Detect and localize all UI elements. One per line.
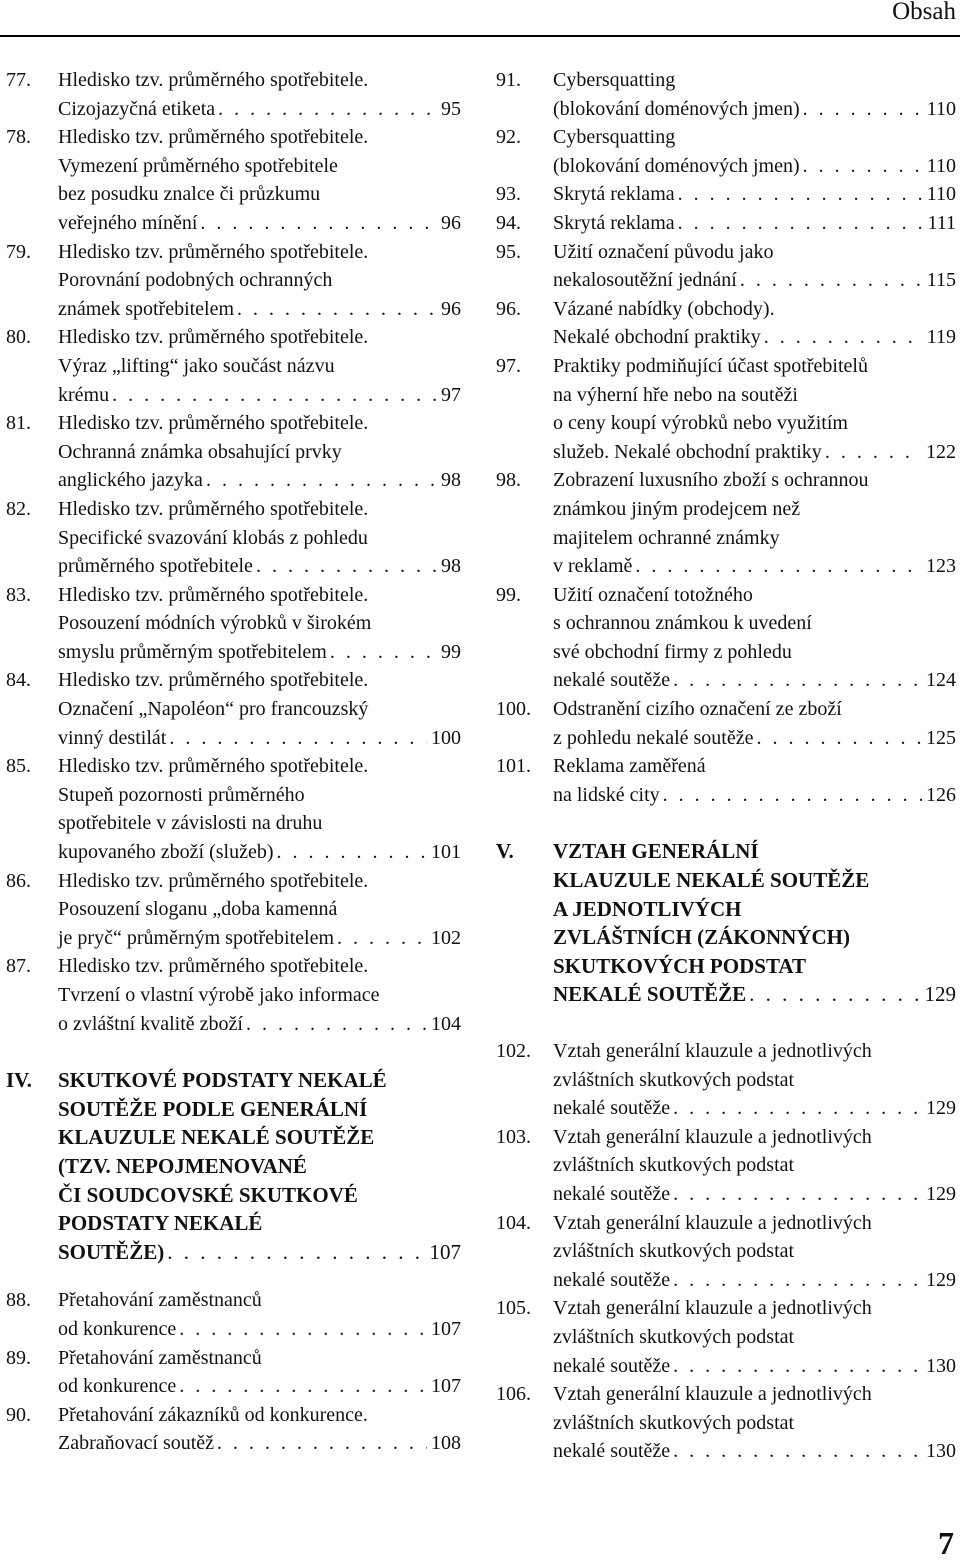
toc-entry-title-line: Označení „Napoléon“ pro francouzský — [58, 698, 369, 721]
toc-entry-body — [553, 295, 956, 352]
toc-entry-page: 130 — [926, 1440, 956, 1463]
toc-entry-page: 107 — [431, 1375, 461, 1398]
toc-entry-title-line: Vztah generální klauzule a jednotlivých — [553, 1211, 872, 1234]
toc-entry-body — [553, 695, 956, 752]
dot-leader — [330, 638, 437, 667]
toc-entry-title-line: Vymezení průměrného spotřebitele — [58, 154, 338, 177]
dot-leader — [825, 438, 922, 467]
toc-entry-body — [58, 1286, 461, 1343]
dot-leader — [749, 980, 920, 1009]
toc-entry-title-line: veřejného mínění — [58, 211, 198, 234]
toc-entry-page: 96 — [441, 211, 461, 234]
toc-entry-number: 77. — [6, 69, 31, 91]
toc-entry-body — [58, 867, 461, 953]
toc-entry[interactable] — [496, 1123, 956, 1209]
toc-entry[interactable] — [496, 123, 956, 180]
toc-entry-title-line: Hledisko tzv. průměrného spotřebitele. — [58, 412, 369, 435]
toc-entry-page: 129 — [926, 1268, 956, 1291]
toc-entry[interactable] — [6, 238, 461, 324]
toc-left-column — [6, 66, 461, 1458]
toc-entry-title-line: Zabraňovací soutěž — [58, 1432, 215, 1455]
toc-entry-number: 94. — [496, 211, 521, 234]
toc-entry[interactable] — [6, 409, 461, 495]
toc-entry-title-line: Skrytá reklama — [553, 183, 675, 206]
toc-entry-number: 81. — [6, 412, 31, 435]
toc-entry-title-line: Hledisko tzv. průměrného spotřebitele. — [58, 669, 369, 692]
toc-entry-body — [553, 752, 956, 809]
toc-entry-title-line: Hledisko tzv. průměrného spotřebitele. — [58, 497, 369, 520]
toc-entry-title-line: z pohledu nekalé soutěže — [553, 726, 754, 749]
toc-entry-body — [553, 66, 956, 123]
toc-entry-title-line: Nekalé obchodní praktiky — [553, 326, 761, 349]
toc-entry-title-line: VZTAH GENERÁLNÍ — [553, 839, 759, 864]
dot-leader — [206, 466, 437, 495]
dot-leader — [179, 1315, 427, 1344]
toc-chapter-v — [496, 837, 956, 1009]
toc-entry-number: 99. — [496, 583, 521, 606]
dot-leader — [337, 924, 427, 953]
toc-entry-page: 108 — [431, 1432, 461, 1455]
toc-entry-number: 82. — [6, 497, 31, 520]
toc-entry-title-line: nekalé soutěže — [553, 1440, 671, 1463]
toc-entry-title-line: Hledisko tzv. průměrného spotřebitele. — [58, 869, 369, 892]
toc-entry-page: 107 — [431, 1317, 461, 1340]
toc-entry-body — [553, 581, 956, 695]
toc-entry[interactable] — [496, 295, 956, 352]
toc-entry[interactable] — [496, 180, 956, 209]
toc-entry[interactable] — [496, 695, 956, 752]
toc-entry-title-line: Praktiky podmiňující účast spotřebitelů — [553, 354, 868, 377]
toc-entry-title-line: s ochrannou známkou k uvedení — [553, 612, 812, 635]
toc-entry-title-line: zvláštních skutkových podstat — [553, 1068, 795, 1091]
toc-entry-title-line: nekalé soutěže — [553, 1268, 671, 1291]
dot-leader — [678, 180, 923, 209]
toc-entry-page: 119 — [926, 326, 956, 349]
toc-entry-title-line: ZVLÁŠTNÍCH (ZÁKONNÝCH) — [553, 925, 850, 950]
toc-entry-title-line: služeb. Nekalé obchodní praktiky — [553, 440, 822, 463]
toc-entry-page: 101 — [431, 841, 461, 864]
toc-entry-number: 90. — [6, 1403, 31, 1426]
toc-entry-number: 80. — [6, 326, 31, 349]
toc-entry-page: 111 — [927, 211, 956, 234]
dot-leader — [673, 666, 922, 695]
toc-entry-page: 110 — [926, 97, 956, 120]
toc-entry-title-line: zvláštních skutkových podstat — [553, 1240, 795, 1263]
toc-entry-title-line: Hledisko tzv. průměrného spotřebitele. — [58, 126, 369, 149]
toc-entry-title-line: Zobrazení luxusního zboží s ochrannou — [553, 469, 869, 492]
toc-entry-title-line: bez posudku znalce či průzkumu — [58, 183, 321, 206]
toc-entry-title-line: Cybersquatting — [553, 126, 676, 149]
dot-leader — [179, 1372, 427, 1401]
toc-entry[interactable] — [6, 581, 461, 667]
toc-entry-number: V. — [496, 839, 514, 864]
toc-entry-title-line: Posouzení módních výrobků v širokém — [58, 612, 372, 635]
toc-entry[interactable] — [496, 1380, 956, 1466]
toc-entry-title-line: (TZV. NEPOJMENOVANÉ — [58, 1153, 307, 1178]
toc-entry-number: 105. — [496, 1297, 531, 1320]
toc-entry-title-line: SKUTKOVÉ PODSTATY NEKALÉ — [58, 1068, 387, 1093]
dot-leader — [112, 381, 437, 410]
toc-entry-title-line: od konkurence — [58, 1317, 177, 1340]
dot-leader — [764, 323, 923, 352]
toc-entry-page: 129 — [926, 1097, 956, 1120]
dot-leader — [217, 1429, 427, 1458]
toc-entry-title-line: od konkurence — [58, 1375, 177, 1398]
section-gap — [496, 809, 956, 837]
section-gap — [6, 1038, 461, 1066]
toc-entry-body — [58, 409, 461, 495]
toc-entry[interactable] — [496, 209, 956, 238]
toc-entry[interactable] — [6, 323, 461, 409]
dot-leader — [673, 1352, 922, 1381]
toc-entry[interactable] — [496, 581, 956, 695]
toc-entry-title-line: Vztah generální klauzule a jednotlivých — [553, 1125, 872, 1148]
toc-entry-title-line: (blokování doménových jmen) — [553, 154, 800, 177]
toc-entry-page: 110 — [926, 154, 956, 177]
toc-entry-number: 85. — [6, 755, 31, 778]
toc-entry-title-line: v reklamě — [553, 555, 633, 578]
toc-entry-title-line: smyslu průměrným spotřebitelem — [58, 640, 327, 663]
toc-entry-page: 110 — [926, 183, 956, 206]
toc-entry-number: 96. — [496, 297, 521, 320]
toc-entry[interactable] — [496, 752, 956, 809]
toc-entry-title-line: nekalé soutěže — [553, 669, 671, 692]
dot-leader — [276, 838, 427, 867]
toc-entry-title-line: je pryč“ průměrným spotřebitelem — [58, 926, 335, 949]
dot-leader — [803, 95, 923, 124]
toc-entry-title-line: SOUTĚŽE PODLE GENERÁLNÍ — [58, 1096, 368, 1121]
toc-entry-number: 102. — [496, 1040, 531, 1062]
toc-entry-body — [553, 180, 956, 209]
toc-entry-body — [553, 238, 956, 295]
page-number: 7 — [938, 1525, 954, 1561]
toc-entry-title-line: Hledisko tzv. průměrného spotřebitele. — [58, 955, 369, 978]
toc-entry-number: 100. — [496, 698, 531, 721]
toc-entry[interactable] — [6, 867, 461, 953]
toc-entry-title-line: anglického jazyka — [58, 469, 203, 492]
toc-entry-number: 88. — [6, 1289, 31, 1312]
toc-entry-title-line: kupovaného zboží (služeb) — [58, 841, 274, 864]
toc-entry-body — [58, 752, 461, 866]
toc-entry-title-line: průměrného spotřebitele — [58, 555, 253, 578]
toc-entry-number: 79. — [6, 240, 31, 263]
toc-entry[interactable] — [496, 66, 956, 123]
toc-entry-title-line: Přetahování zákazníků od konkurence. — [58, 1403, 368, 1426]
toc-entry-title-line: ČI SOUDCOVSKÉ SKUTKOVÉ — [58, 1182, 358, 1207]
toc-entry-title-line: (blokování doménových jmen) — [553, 97, 800, 120]
toc-entry-page: 98 — [441, 469, 461, 492]
toc-entry-title-line: Porovnání podobných ochranných — [58, 269, 333, 292]
toc-entry-page: 95 — [441, 97, 461, 120]
dot-leader — [246, 1010, 427, 1039]
toc-entry-number: 93. — [496, 183, 521, 206]
toc-entry-title-line: Užití označení totožného — [553, 583, 753, 606]
toc-entry[interactable] — [6, 666, 461, 752]
toc-entry-body — [58, 952, 461, 1038]
toc-entry-page: 129 — [924, 982, 956, 1007]
section-gap — [6, 1266, 461, 1286]
dot-leader — [803, 152, 923, 181]
toc-entry-title-line: Vázané nabídky (obchody). — [553, 297, 775, 320]
toc-entry-number: 104. — [496, 1211, 531, 1234]
toc-entry-title-line: spotřebitele v závislosti na druhu — [58, 812, 323, 835]
toc-entry-number: 101. — [496, 755, 531, 778]
toc-entry-title-line: nekalé soutěže — [553, 1097, 671, 1120]
toc-entry-body — [58, 66, 461, 123]
toc-entry[interactable] — [6, 952, 461, 1038]
dot-leader — [169, 724, 427, 753]
dot-leader — [740, 266, 923, 295]
toc-entry-number: 84. — [6, 669, 31, 692]
toc-entry-title-line: Užití označení původu jako — [553, 240, 774, 263]
toc-chapter-entry[interactable] — [6, 1066, 461, 1266]
toc-entry-title-line: Reklama zaměřená — [553, 755, 706, 778]
toc-right-column — [496, 66, 956, 1466]
toc-entry-body — [58, 666, 461, 752]
toc-entry-page: 123 — [926, 555, 956, 578]
toc-entry-title-line: Skrytá reklama — [553, 211, 675, 234]
toc-entry-title-line: známkou jiným prodejcem než — [553, 497, 801, 520]
toc-entry-number: 95. — [496, 240, 521, 263]
toc-entry[interactable] — [6, 752, 461, 866]
toc-entry-body — [553, 352, 956, 466]
toc-entry-body — [553, 209, 956, 238]
toc-entry-title-line: zvláštních skutkových podstat — [553, 1325, 795, 1348]
toc-entry-title-line: nekalé soutěže — [553, 1354, 671, 1377]
toc-entry-page: 124 — [926, 669, 956, 692]
toc-entry-title-line: Specifické svazování klobás z pohledu — [58, 526, 368, 549]
toc-entry[interactable] — [496, 466, 956, 580]
toc-entry-title-line: SOUTĚŽE) — [58, 1239, 165, 1264]
toc-entry-page: 97 — [441, 383, 461, 406]
toc-entry-title-line: KLAUZULE NEKALÉ SOUTĚŽE — [58, 1125, 375, 1150]
toc-entry-title-line: o ceny koupí výrobků nebo využitím — [553, 412, 848, 435]
toc-entry-body — [553, 1294, 956, 1380]
toc-entry-title-line: Hledisko tzv. průměrného spotřebitele. — [58, 240, 369, 263]
toc-entry[interactable] — [496, 1209, 956, 1295]
toc-list-right-2 — [496, 1037, 956, 1466]
toc-entry[interactable] — [6, 1344, 461, 1401]
toc-entry-number: IV. — [6, 1068, 32, 1093]
toc-entry-title-line: Ochranná známka obsahující prvky — [58, 440, 342, 463]
toc-entry-page: 126 — [926, 783, 956, 806]
toc-entry-page: 107 — [429, 1239, 461, 1264]
toc-entry-number: 78. — [6, 126, 31, 149]
toc-entry-body — [58, 238, 461, 324]
toc-entry-body — [553, 1209, 956, 1295]
dot-leader — [663, 781, 922, 810]
toc-list-right-1 — [496, 66, 956, 809]
toc-entry-body — [553, 1123, 956, 1209]
toc-entry-body — [553, 1037, 956, 1123]
page-header-title: Obsah — [892, 0, 956, 25]
toc-entry-number: 89. — [6, 1346, 31, 1369]
toc-entry-title-line: Hledisko tzv. průměrného spotřebitele. — [58, 326, 369, 349]
dot-leader — [256, 552, 437, 581]
toc-entry-number: 91. — [496, 69, 521, 91]
toc-entry-title-line: Posouzení sloganu „doba kamenná — [58, 898, 338, 921]
toc-entry[interactable] — [6, 66, 461, 123]
dot-leader — [635, 552, 922, 581]
toc-entry-title-line: na lidské city — [553, 783, 660, 806]
toc-entry-number: 83. — [6, 583, 31, 606]
toc-entry-body — [58, 495, 461, 581]
dot-leader — [678, 209, 924, 238]
toc-entry-title-line: o zvláštní kvalitě zboží — [58, 1012, 243, 1035]
toc-entry-page: 100 — [431, 726, 461, 749]
toc-entry-title-line: známek spotřebitelem — [58, 297, 235, 320]
toc-entry-number: 106. — [496, 1383, 531, 1406]
toc-entry-title-line: své obchodní firmy z pohledu — [553, 640, 792, 663]
toc-entry-number: 86. — [6, 869, 31, 892]
toc-entry-title-line: majitelem ochranné známky — [553, 526, 780, 549]
dot-leader — [218, 95, 437, 124]
toc-entry[interactable] — [6, 1401, 461, 1458]
toc-entry-title-line: NEKALÉ SOUTĚŽE — [553, 982, 747, 1007]
toc-entry-number: 98. — [496, 469, 521, 492]
toc-entry-title-line: SKUTKOVÝCH PODSTAT — [553, 953, 807, 978]
toc-entry-title-line: Přetahování zaměstnanců — [58, 1346, 262, 1369]
toc-entry-body — [58, 1066, 461, 1266]
toc-entry-page: 115 — [926, 269, 956, 292]
toc-entry-title-line: Přetahování zaměstnanců — [58, 1289, 262, 1312]
toc-entry-title-line: na výherní hře nebo na soutěži — [553, 383, 798, 406]
toc-entry[interactable] — [496, 1294, 956, 1380]
toc-entry-body — [58, 1344, 461, 1401]
dot-leader — [756, 724, 922, 753]
dot-leader — [673, 1266, 922, 1295]
toc-list-left-2 — [6, 1286, 461, 1458]
toc-entry-number: 103. — [496, 1125, 531, 1148]
toc-entry-page: 122 — [926, 440, 956, 463]
toc-entry[interactable] — [6, 123, 461, 237]
header-rule — [0, 35, 960, 37]
toc-entry-body — [553, 837, 956, 1009]
dot-leader — [673, 1094, 922, 1123]
toc-entry-title-line: Odstranění cizího označení ze zboží — [553, 698, 842, 721]
toc-entry-title-line: nekalosoutěžní jednání — [553, 269, 737, 292]
toc-entry-title-line: Tvrzení o vlastní výrobě jako informace — [58, 984, 380, 1006]
dot-leader — [237, 295, 437, 324]
dot-leader — [673, 1437, 922, 1466]
dot-leader — [200, 209, 437, 238]
toc-entry-title-line: nekalé soutěže — [553, 1182, 671, 1205]
toc-entry-title-line: Hledisko tzv. průměrného spotřebitele. — [58, 583, 369, 606]
dot-leader — [673, 1180, 922, 1209]
toc-entry-title-line: Vztah generální klauzule a jednotlivých — [553, 1040, 872, 1062]
toc-entry-title-line: Stupeň pozornosti průměrného — [58, 783, 305, 806]
toc-entry[interactable] — [496, 1037, 956, 1123]
toc-entry-body — [58, 1401, 461, 1458]
toc-entry-title-line: zvláštních skutkových podstat — [553, 1411, 795, 1434]
toc-entry-number: 97. — [496, 354, 521, 377]
toc-entry-title-line: Cybersquatting — [553, 69, 676, 91]
toc-chapter-iv — [6, 1066, 461, 1266]
toc-entry-title-line: Vztah generální klauzule a jednotlivých — [553, 1383, 872, 1406]
toc-entry-title-line: Hledisko tzv. průměrného spotřebitele. — [58, 69, 369, 91]
toc-entry-title-line: Vztah generální klauzule a jednotlivých — [553, 1297, 872, 1320]
dot-leader — [167, 1238, 425, 1267]
toc-entry[interactable] — [496, 238, 956, 295]
toc-entry-title-line: vinný destilát — [58, 726, 167, 749]
section-gap — [496, 1009, 956, 1037]
toc-entry-body — [553, 123, 956, 180]
toc-entry-page: 104 — [431, 1012, 461, 1035]
toc-entry[interactable] — [6, 1286, 461, 1343]
toc-entry-page: 129 — [926, 1182, 956, 1205]
toc-entry-title-line: Cizojazyčná etiketa — [58, 97, 216, 120]
toc-entry-title-line: A JEDNOTLIVÝCH — [553, 896, 742, 921]
toc-entry-body — [58, 323, 461, 409]
toc-entry-body — [58, 581, 461, 667]
toc-entry-title-line: Výraz „lifting“ jako součást názvu — [58, 354, 335, 377]
toc-entry-body — [553, 466, 956, 580]
toc-entry-page: 96 — [441, 297, 461, 320]
toc-entry-number: 87. — [6, 955, 31, 978]
toc-entry-title-line: krému — [58, 383, 110, 406]
toc-entry-page: 125 — [926, 726, 956, 749]
toc-entry-body — [58, 123, 461, 237]
toc-entry-body — [553, 1380, 956, 1466]
toc-entry[interactable] — [6, 495, 461, 581]
toc-entry-title-line: zvláštních skutkových podstat — [553, 1154, 795, 1177]
toc-chapter-entry[interactable] — [496, 837, 956, 1009]
toc-entry-title-line: PODSTATY NEKALÉ — [58, 1211, 263, 1236]
toc-entry-page: 98 — [441, 555, 461, 578]
toc-entry-page: 102 — [431, 926, 461, 949]
toc-entry-number: 92. — [496, 126, 521, 149]
toc-entry-title-line: KLAUZULE NEKALÉ SOUTĚŽE — [553, 868, 870, 893]
toc-entry[interactable] — [496, 352, 956, 466]
toc-entry-page: 130 — [926, 1354, 956, 1377]
toc-list-left-1 — [6, 66, 461, 1038]
toc-entry-title-line: Hledisko tzv. průměrného spotřebitele. — [58, 755, 369, 778]
toc-entry-page: 99 — [441, 640, 461, 663]
